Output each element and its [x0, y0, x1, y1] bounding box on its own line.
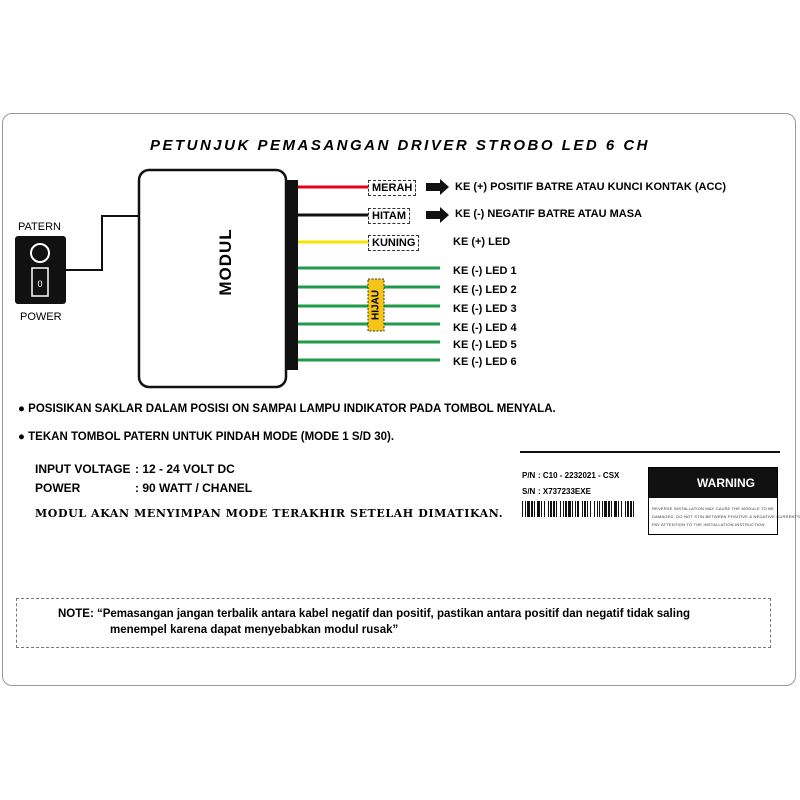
- barcode-bar: [575, 501, 576, 517]
- barcode-bar: [522, 501, 523, 517]
- barcode-bar: [537, 501, 540, 517]
- bullet-icon: ●: [18, 431, 29, 443]
- green-tag-label: HIJAU: [370, 289, 382, 321]
- saved-mode-note: MODUL AKAN MENYIMPAN MODE TERAKHIR SETELAH DIMATIKAN.: [35, 507, 504, 520]
- arrow-black-icon: [426, 207, 449, 223]
- barcode-bar: [553, 501, 555, 517]
- instruction-1-text: POSISIKAN SAKLAR DALAM POSISI ON SAMPAI LAMPU INDIKATOR PADA TOMBOL MENYALA.: [28, 403, 556, 415]
- switch-box: [15, 236, 66, 304]
- led-output-1: KE (-) LED 1: [453, 265, 517, 277]
- power-label: POWER: [20, 311, 62, 323]
- warning-line-2: DAMAGED, DO NOT STIN BETWEEN POSITIVE & NEGATIVE CURRENTS: [652, 514, 800, 519]
- barcode-bar: [531, 501, 533, 517]
- warning-header: [649, 468, 777, 498]
- barcode-bar: [633, 501, 634, 517]
- led-output-5: KE (-) LED 5: [453, 339, 517, 351]
- barcode-bar: [608, 501, 610, 517]
- wire-tag-black: HITAM: [368, 208, 410, 224]
- instruction-2: [18, 431, 394, 443]
- barcode-bar: [582, 501, 583, 517]
- patern-label: PATERN: [18, 221, 61, 233]
- spec-power-label: POWER: [35, 481, 81, 495]
- warning-title: WARNING: [697, 476, 755, 490]
- barcode-bar: [621, 501, 622, 517]
- module-box: [139, 170, 286, 387]
- spec-power-value: : 90 WATT / CHANEL: [135, 481, 253, 495]
- barcode-bar: [548, 501, 549, 517]
- barcode-bar: [587, 501, 588, 517]
- sn-label: S/N: [522, 487, 536, 496]
- barcode: [522, 501, 634, 517]
- note-line-2: menempel karena dapat menyebabkan modul rusak”: [110, 624, 399, 636]
- arrow-red-icon: [426, 179, 449, 195]
- warning-label: [648, 467, 800, 535]
- barcode-bar: [534, 501, 535, 517]
- barcode-bar: [525, 501, 526, 517]
- wire-tag-yellow: KUNING: [368, 235, 419, 251]
- pn-value: : C10 - 2232021 - CSX: [538, 471, 620, 480]
- barcode-bar: [602, 501, 603, 517]
- barcode-bar: [614, 501, 617, 517]
- spec-voltage-label: INPUT VOLTAGE: [35, 462, 131, 476]
- barcode-bar: [572, 501, 573, 517]
- led-output-3: KE (-) LED 3: [453, 303, 517, 315]
- module-connector: [286, 180, 298, 370]
- barcode-bar: [590, 501, 591, 517]
- pn-label: P/N: [522, 471, 536, 480]
- page-title: PETUNJUK PEMASANGAN DRIVER STROBO LED 6 CH: [149, 137, 651, 154]
- barcode-bar: [625, 501, 626, 517]
- instruction-1: [18, 403, 556, 415]
- wire-tag-red: MERAH: [368, 180, 416, 196]
- sn-value: : X737233EXE: [538, 487, 591, 496]
- barcode-bar: [544, 501, 545, 517]
- wire-desc-yellow: KE (+) LED: [453, 236, 511, 248]
- power-switch-glyph: 0: [37, 279, 43, 289]
- barcode-bar: [627, 501, 629, 517]
- barcode-bar: [577, 501, 579, 517]
- barcode-bar: [550, 501, 552, 517]
- barcode-bar: [563, 501, 564, 517]
- barcode-bar: [560, 501, 561, 517]
- barcode-bar: [556, 501, 557, 517]
- barcode-bar: [527, 501, 530, 517]
- barcode-bar: [594, 501, 595, 517]
- led-output-4: KE (-) LED 4: [453, 322, 517, 334]
- module-label: MODUL: [216, 228, 235, 296]
- barcode-bar: [604, 501, 607, 517]
- spec-voltage-value: : 12 - 24 VOLT DC: [135, 462, 235, 476]
- barcode-bar: [584, 501, 586, 517]
- led-output-6: KE (-) LED 6: [453, 356, 517, 368]
- bullet-icon: ●: [18, 403, 29, 415]
- barcode-bar: [565, 501, 567, 517]
- barcode-bar: [541, 501, 542, 517]
- note-line-1: NOTE: “Pemasangan jangan terbalik antara kabel negatif dan positif, pastikan antara positif dan negatif tidak saling: [58, 608, 691, 620]
- barcode-bar: [630, 501, 632, 517]
- wire-desc-red: KE (+) POSITIF BATRE ATAU KUNCI KONTAK (ACC): [455, 181, 727, 193]
- barcode-bar: [618, 501, 619, 517]
- wire-desc-black: KE (-) NEGATIF BATRE ATAU MASA: [455, 208, 642, 220]
- warning-line-1: REVERSE INSTALLATION MAY CAUSE THE MODULE TO BE: [652, 506, 775, 511]
- barcode-bar: [568, 501, 571, 517]
- led-output-2: KE (-) LED 2: [453, 284, 517, 296]
- instruction-2-text: TEKAN TOMBOL PATERN UNTUK PINDAH MODE (MODE 1 S/D 30).: [28, 431, 395, 443]
- note-box: [16, 598, 771, 648]
- warning-line-3: PAY ATTENTION TO THE INSTALLATION INSTRUCTION: [652, 522, 765, 527]
- barcode-bar: [597, 501, 598, 517]
- barcode-bar: [599, 501, 600, 517]
- barcode-bar: [611, 501, 612, 517]
